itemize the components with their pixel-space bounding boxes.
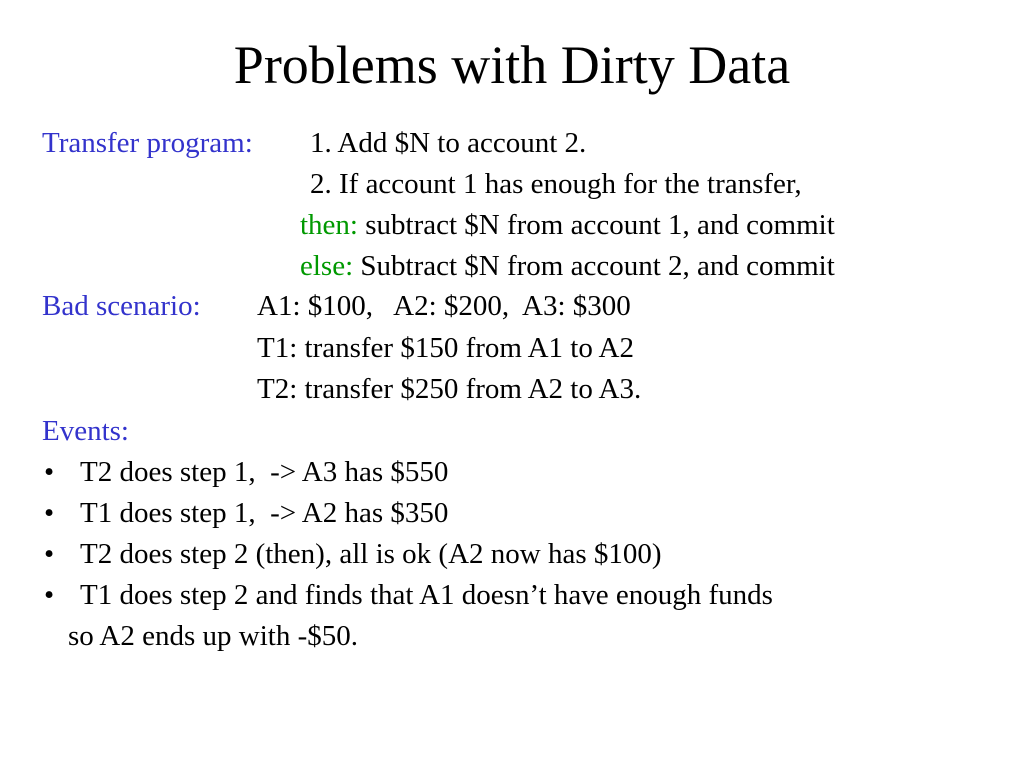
event-continuation: so A2 ends up with -$50. — [68, 620, 358, 652]
event-item: T2 does step 2 (then), all is ok (A2 now has $100) — [80, 538, 662, 570]
slide-title: Problems with Dirty Data — [233, 35, 791, 95]
transfer-program-label: Transfer program: — [42, 127, 253, 159]
scenario-t1: T1: transfer $150 from A1 to A2 — [257, 332, 634, 364]
scenario-t2: T2: transfer $250 from A2 to A3. — [257, 373, 642, 405]
transfer-then-line — [300, 208, 835, 242]
then-keyword: then: — [300, 209, 358, 241]
bad-scenario-label: Bad scenario: — [42, 290, 201, 322]
then-text: subtract $N from account 1, and commit — [365, 209, 835, 241]
else-keyword: else: — [300, 250, 354, 282]
event-item: T1 does step 1, -> A2 has $350 — [80, 497, 449, 529]
else-text: Subtract $N from account 2, and commit — [360, 250, 835, 282]
events-label: Events: — [42, 415, 129, 447]
bullet-marker: • — [44, 538, 55, 570]
transfer-step-2: 2. If account 1 has enough for the transfer, — [310, 168, 802, 200]
event-item: T1 does step 2 and finds that A1 doesn’t have enough funds — [80, 579, 773, 611]
event-item: T2 does step 1, -> A3 has $550 — [80, 456, 449, 488]
transfer-else-line — [300, 249, 835, 283]
bullet-marker: • — [44, 456, 55, 488]
bullet-marker: • — [44, 579, 55, 611]
bullet-marker: • — [44, 497, 55, 529]
transfer-step-1: 1. Add $N to account 2. — [310, 127, 587, 159]
scenario-accounts: A1: $100, A2: $200, A3: $300 — [257, 290, 631, 322]
